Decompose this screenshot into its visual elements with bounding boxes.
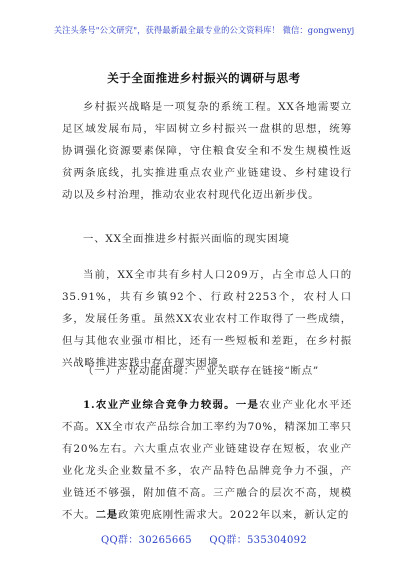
promo-banner: 关注头条号"公文研究"，获得最新最全最专业的公文资料库！ 微信：gongwenyj (53, 25, 355, 35)
point-paragraph-1 (62, 394, 352, 526)
intro-paragraph: 乡村振兴战略是一项复杂的系统工程。XX各地需要立足区域发展布局，牢固树立乡村振兴一盘棋的思想，统筹协调强化资源要素保障，守住粮食安全和不发生规模性返贫两条底线，扎实推进重点农业产业链建设、乡村建设行动以及乡村治理，推动农业农村现代化迈出新步伐。 (62, 101, 352, 201)
section-paragraph-1: 当前，XX全市共有乡村人口209万，占全市总人口的35.91%，共有乡镇92个、行政村2253个，农村人口多，发展任务重。虽然XX农业农村工作取得了一些成绩，但与其他农业强市相比，还有一些短板和差距，在乡村振兴战略推进实践中存在现实困境。 (62, 269, 352, 369)
footer-qq-group-1: QQ群：30265665 (101, 535, 192, 546)
point-text-b: 政策兜底刚性需求大。2022年以来，新认定的 (117, 509, 350, 521)
document-title: 关于全面推进乡村振兴的调研与思考 (107, 71, 301, 85)
footer-contact (0, 531, 408, 546)
point-text-a: 农业产业化水平还不高。XX全市农产品综合加工率约为70%，精深加工率只有20%左右。六大重点农业产业链建设存在短板，农业产业化龙头企业数量不多，农产品特色品牌竞争力不强，产业链还不够强，附加值不高。三产融合的层次不高，规模不大。 (62, 399, 352, 521)
footer-qq-group-2: QQ群：535304092 (209, 535, 307, 546)
point-lead-a: 1.农业产业综合竞争力较弱。一是 (83, 399, 260, 411)
point-lead-b: 二是 (95, 509, 118, 521)
subsection-heading-1: （一）产业动能困境：产业关联存在链接“断点” (83, 365, 320, 377)
section-heading-1: 一、XX全面推进乡村振兴面临的现实困境 (83, 233, 290, 245)
